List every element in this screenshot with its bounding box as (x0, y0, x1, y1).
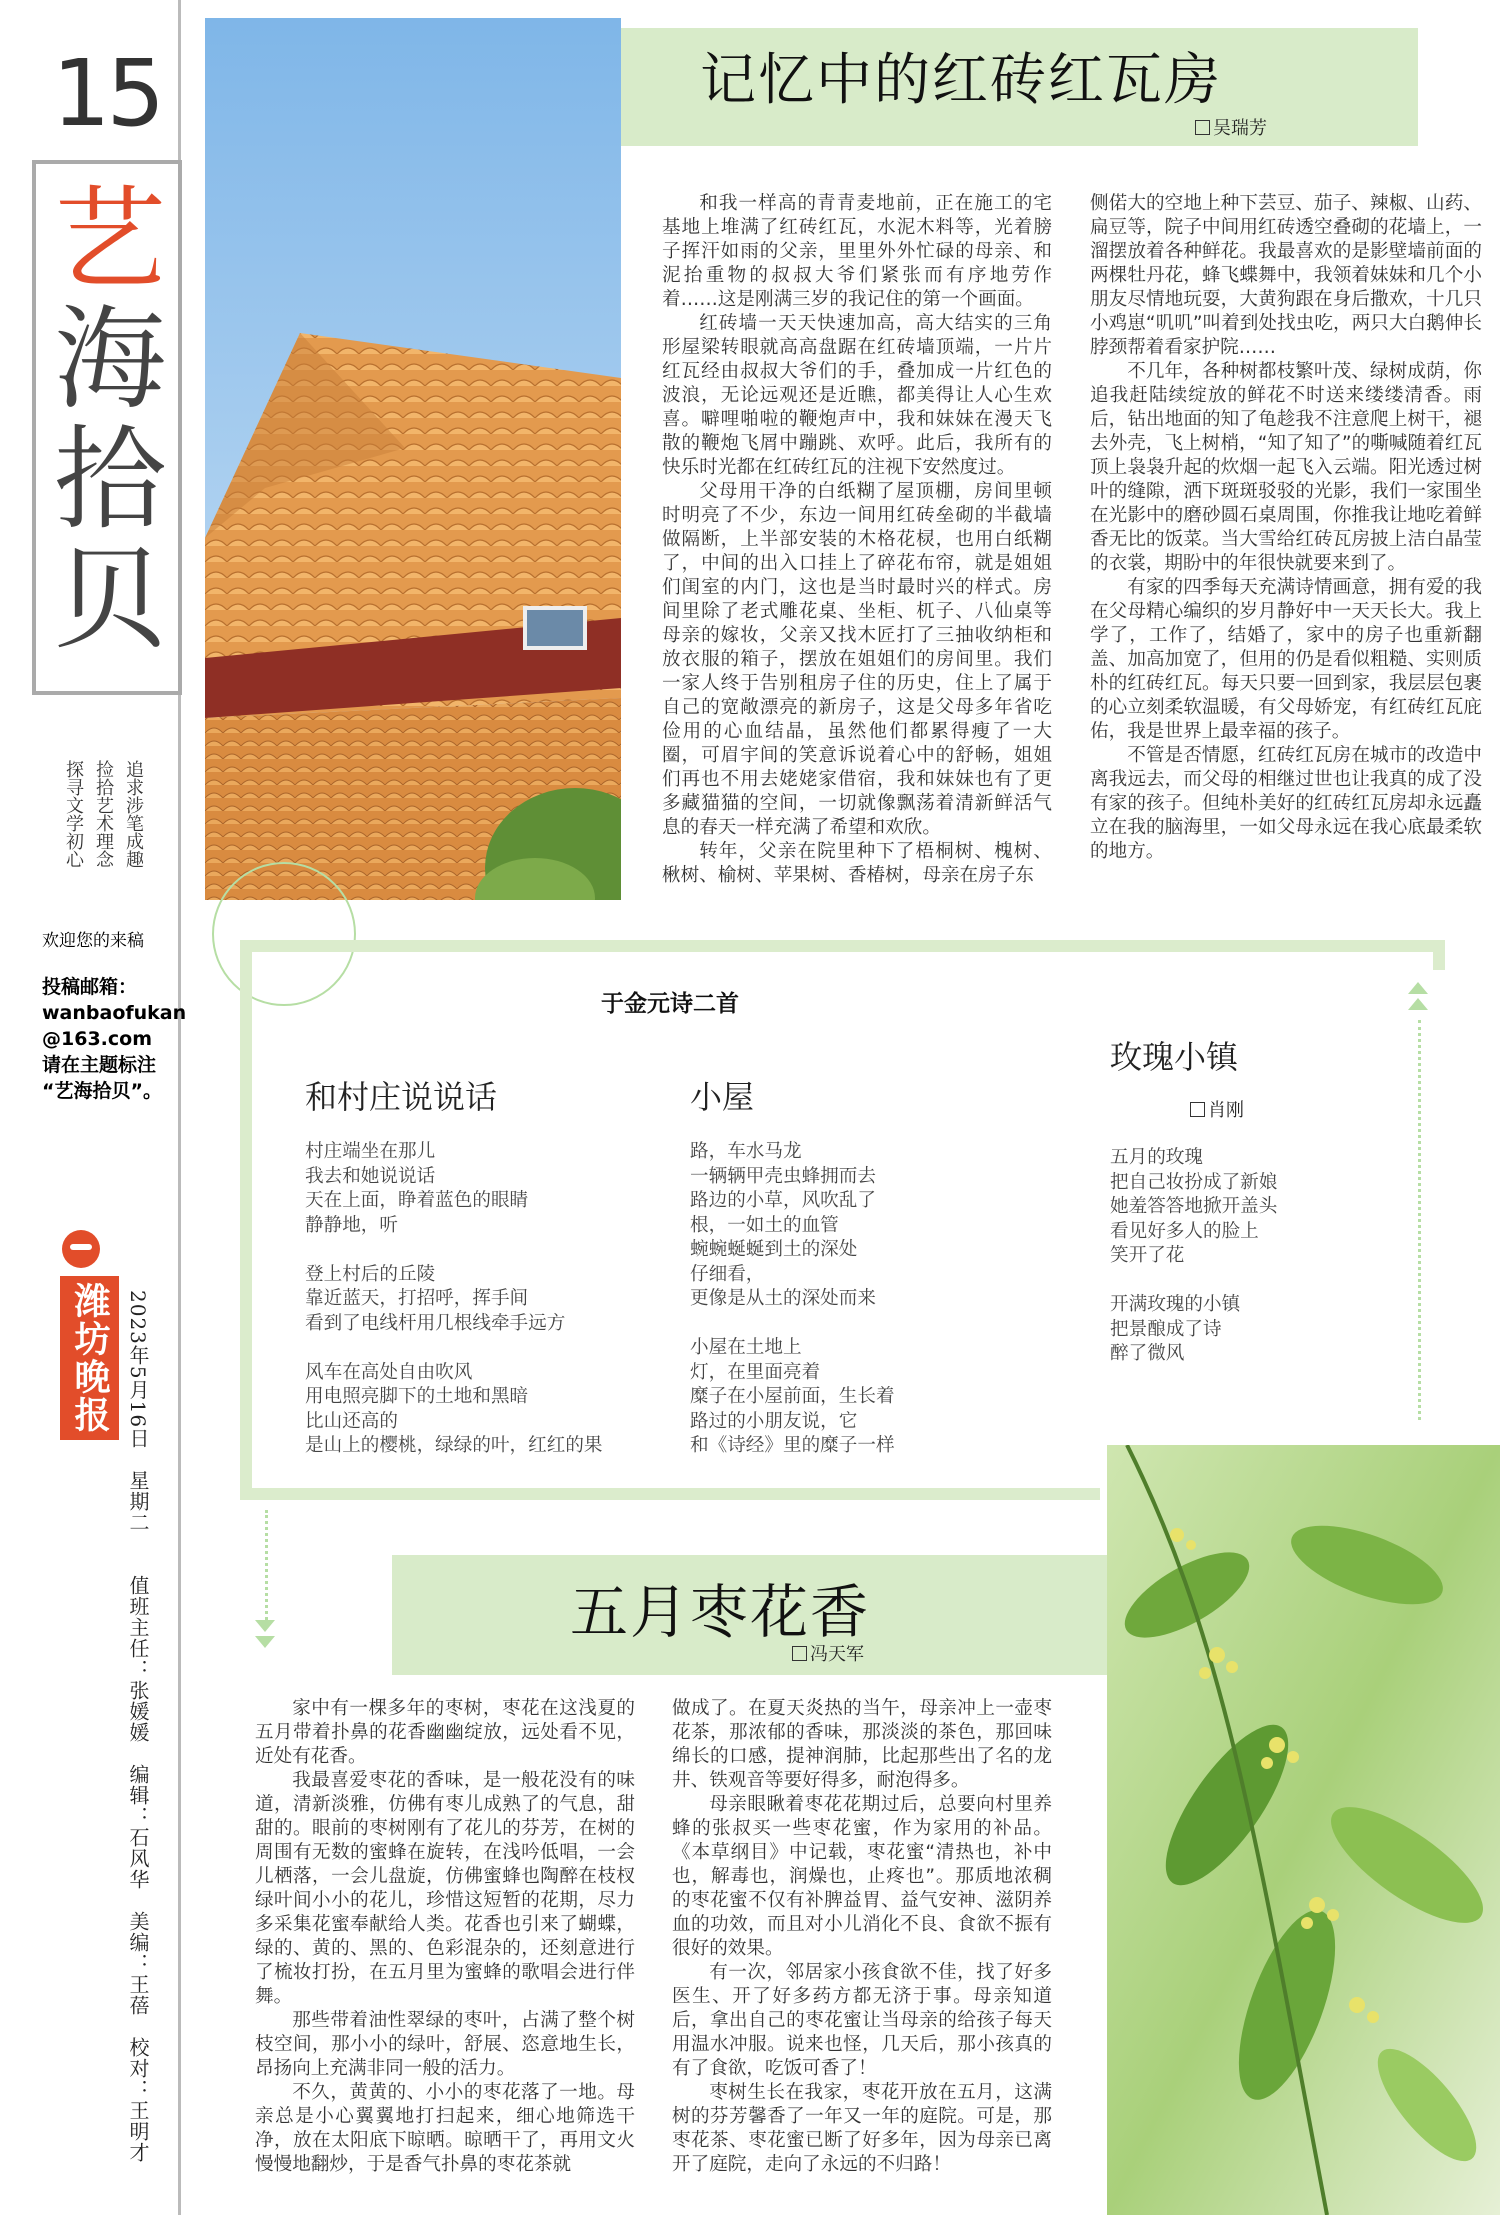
poem-group-title: 于金元诗二首 (601, 991, 739, 1017)
author-mark-icon (1190, 1102, 1205, 1117)
poem-line: 五月的玫瑰 (1110, 1147, 1203, 1168)
poem-line: 用电照亮脚下的土地和黑暗 (305, 1386, 529, 1407)
decorative-circle (212, 862, 356, 1006)
article-author (792, 1640, 912, 1666)
article-column (255, 1697, 635, 2177)
paragraph: 不久，黄黄的、小小的枣花落了一地。母亲总是小心翼翼地打扫起来，细心地筛选干净，放在太阳底下晾晒。晾晒干了，再用文火慢慢地翻炒，于是香气扑鼻的枣花茶就 (255, 2082, 635, 2175)
edition-info: 2023年5月16日 星期二 值班主任：张媛媛 编辑：石风华 美编：王蓓 校对：王明才 (126, 1290, 150, 2164)
poem-line: 看到了电线杆用几根线牵手远方 (305, 1312, 566, 1334)
poem-line: 靠近蓝天，打招呼，挥手间 (305, 1288, 529, 1309)
paragraph: 我最喜爱枣花的香味，是一般花没有的味道，清新淡雅，仿佛有枣儿成熟了的气息，甜甜的。眼前的枣树刚有了花儿的芬芳，在树的周围有无数的蜜蜂在旋转，在浅吟低唱，一会儿栖落，一会儿盘旋，仿佛蜜蜂也陶醉在枝杈绿叶间小小的花儿，珍惜这短暂的花期，尽力多采集花蜜奉献给人类。花香也引来了蝴蝶，绿的、黄的、黑的、色彩混杂的，还刻意进行了梳妆打扮，在五月里为蜜蜂的歌唱会进行伴舞。 (255, 1770, 635, 2007)
poem-line: 她羞答答地掀开盖头 (1110, 1196, 1278, 1217)
newspaper-name: 潍坊晚报 (60, 1276, 119, 1440)
jujube-flower-photo (1107, 1445, 1500, 2215)
author-mark-icon (792, 1646, 807, 1661)
poem-line: 一辆辆甲壳虫蜂拥而去 (690, 1165, 876, 1187)
arrow-up-icon (1408, 982, 1428, 994)
poem-line: 小屋在土地上 (690, 1337, 802, 1358)
paragraph: 转年，父亲在院里种下了梧桐树、槐树、楸树、榆树、苹果树、香椿树，母亲在房子东 (662, 841, 1052, 886)
arrow-down-icon (255, 1620, 275, 1632)
paragraph: 有一次，邻居家小孩食欲不佳，找了好多医生、开了好多药方都无济于事。母亲知道后，拿出自己的枣花蜜让当母亲的给孩子每天用温水冲服。说来也怪，几天后，那小孩真的有了食欲，吃饭可香了！ (672, 1962, 1052, 2079)
column-motto (60, 760, 150, 890)
poem-frame-left (240, 940, 252, 1500)
paragraph: 红砖墙一天天快速加高，高大结实的三角形屋梁转眼就高高盘踞在红砖墙顶端，一片片红瓦经由叔叔大爷们的手，叠加成一片红色的波浪，无论远观还是近瞧，都美得让人心生欢喜。噼哩啪啦的鞭炮声中，我和妹妹在漫天飞散的鞭炮飞屑中蹦跳、欢呼。此后，我所有的快乐时光都在红砖红瓦的注视下安然度过。 (662, 313, 1052, 478)
article-column (662, 192, 1052, 888)
paragraph: 有家的四季每天充满诗情画意，拥有爱的我在父母精心编织的岁月静好中一天天长大。我上学了，工作了，结婚了，家中的房子也重新翻盖、加高加宽了，但用的仍是看似粗糙、实则质朴的红砖红瓦。每天只要一回到家，我层层包裹的心立刻柔软温暖，有父母娇宠，有红砖红瓦庇佑，我是世界上最幸福的孩子。 (1090, 577, 1482, 742)
author-name: 冯天军 (810, 1644, 864, 1665)
poem-line: 糜子在小屋前面，生长着 (690, 1386, 895, 1407)
poem-line: 根，一如土的血管 (690, 1214, 839, 1236)
article-title: 记忆中的红砖红瓦房 (700, 48, 1222, 113)
paragraph: 父母用干净的白纸糊了屋顶棚，房间里顿时明亮了不少，东边一间用红砖垒砌的半截墙做隔断，上半部安装的木格花棂，也用白纸糊了，中间的出入口挂上了碎花布帘，就是姐姐们闺室的内门，这也是当时最时兴的样式。房间里除了老式雕花桌、坐柜、杌子、八仙桌等母亲的嫁妆，父亲又找木匠打了三抽收纳柜和放衣服的箱子，摆放在姐姐们的房间里。我们一家人终于告别租房子住的历史，住上了属于自己的宽敞漂亮的新房子，这是父母多年省吃俭用的心血结晶，虽然他们都累得瘦了一大圈，可眉宇间的笑意诉说着心中的舒畅，姐姐们再也不用去姥姥家借宿，我和妹妹也有了更多藏猫猫的空间，一切就像飘荡着清新鲜活气息的春天一样充满了希望和欢欣。 (662, 481, 1052, 838)
paragraph: 家中有一棵多年的枣树，枣花在这浅夏的五月带着扑鼻的花香幽幽绽放，远处看不见，近处有花香。 (255, 1698, 635, 1767)
poem-title: 小屋 (690, 1078, 755, 1116)
author-name: 肖刚 (1208, 1100, 1244, 1121)
paragraph: 母亲眼瞅着枣花花期过后，总要向村里养蜂的张叔买一些枣花蜜，作为家用的补品。《本草纲目》中记载，枣花蜜“清热也，补中也，解毒也，润燥也，止疼也”。那质地浓稠的枣花蜜不仅有补脾益胃、益气安神、滋阴养血的功效，而且对小儿消化不良、食欲不振有很好的效果。 (672, 1794, 1052, 1959)
stanza-gap (305, 1336, 603, 1361)
email-label: 投稿邮箱： (42, 976, 138, 998)
author-name: 吴瑞芳 (1213, 118, 1267, 139)
paragraph: 和我一样高的青青麦地前，正在施工的宅基地上堆满了红砖红瓦，水泥木料等，光着膀子挥汗如雨的父亲，里里外外忙碌的母亲、和泥抬重物的叔叔大爷们紧张而有序地劳作着……这是刚满三岁的我记住的第一个画面。 (662, 193, 1052, 310)
poem-line: 路过的小朋友说，它 (690, 1410, 858, 1432)
note-line: 请在主题标注 (42, 1054, 157, 1076)
poem-frame-right (1433, 940, 1445, 970)
poem-body (1110, 1146, 1277, 1367)
motto-line: 追求涉笔成趣 (123, 760, 144, 868)
email-line: @163.com (42, 1028, 152, 1050)
dotted-line (265, 1510, 268, 1620)
arrow-down-icon (255, 1636, 275, 1648)
submission-info (42, 928, 187, 1104)
poem-line: 仔细看， (690, 1263, 765, 1285)
poem-line: 开满玫瑰的小镇 (1110, 1294, 1241, 1315)
poem-line: 把景酿成了诗 (1110, 1318, 1222, 1340)
note-line: “艺海拾贝”。 (42, 1080, 162, 1102)
poem-line: 蜿蜿蜒蜒到土的深处 (690, 1239, 858, 1260)
article-title: 五月枣花香 (570, 1578, 871, 1646)
poem-line: 更像是从土的深处而来 (690, 1288, 876, 1309)
article-column (1090, 192, 1482, 864)
poem-author (1190, 1096, 1244, 1122)
poem-line: 看见好多人的脸上 (1110, 1220, 1259, 1242)
red-tile-roof-photo (205, 18, 621, 900)
paragraph: 不管是否情愿，红砖红瓦房在城市的改造中离我远去，而父母的相继过世也让我真的成了没有家的孩子。但纯朴美好的红砖红瓦房却永远矗立在我的脑海里，一如父母永远在我心底最柔软的地方。 (1090, 745, 1482, 862)
column-name-box (32, 160, 182, 695)
article-column (672, 1697, 1052, 2177)
stanza-gap (690, 1312, 895, 1337)
poem-line: 风车在高处自由吹风 (305, 1361, 473, 1383)
poem-body (690, 1140, 895, 1459)
poem-line: 醉了微风 (1110, 1343, 1185, 1364)
article-author (1195, 114, 1315, 140)
poem-line: 路边的小草，风吹乱了 (690, 1190, 876, 1211)
newspaper-logo (60, 1230, 110, 1450)
motto-line: 探寻文学初心 (63, 760, 84, 868)
poem-title: 和村庄说说话 (305, 1078, 498, 1116)
arrow-up-icon (1408, 998, 1428, 1010)
poem-line: 和《诗经》里的糜子一样 (690, 1435, 895, 1456)
poem-line: 是山上的樱桃，绿绿的叶，红红的果 (305, 1435, 603, 1456)
poem-line: 登上村后的丘陵 (305, 1263, 436, 1285)
column-char: 拾 (54, 415, 166, 545)
poem-line: 村庄端坐在那儿 (305, 1141, 436, 1162)
poem-line: 我去和她说说话 (305, 1165, 436, 1187)
stanza-gap (305, 1238, 603, 1263)
poem-title: 玫瑰小镇 (1110, 1038, 1239, 1076)
paragraph: 侧偌大的空地上种下芸豆、茄子、辣椒、山药、扁豆等，院子中间用红砖透空叠砌的花墙上，一溜摆放着各种鲜花。我最喜欢的是影壁墙前面的两棵牡丹花，蜂飞蝶舞中，我领着妹妹和几个小朋友尽情地玩耍，大黄狗跟在身后撒欢，十几只小鸡崽“叽叽”叫着到处找虫吃，两只大白鹅伸长脖颈帮着看家护院…… (1090, 193, 1482, 358)
dotted-line (1418, 1020, 1421, 1420)
paragraph: 做成了。在夏天炎热的当午，母亲冲上一壶枣花茶，那浓郁的香味，那淡淡的茶色，那回味绵长的口感，提神润肺，比起那些出了名的龙井、铁观音等要好得多，耐泡得多。 (672, 1698, 1052, 1791)
poem-frame-bottom (240, 1488, 1100, 1500)
poem-body (305, 1140, 603, 1459)
paragraph: 枣树生长在我家，枣花开放在五月，这满树的芬芳馨香了一年又一年的庭院。可是，那枣花茶、枣花蜜已断了好多年，因为母亲已离开了庭院，走向了永远的不归路！ (672, 2082, 1052, 2175)
email-line: wanbaofukan (42, 1002, 187, 1024)
poem-line: 天在上面，睁着蓝色的眼睛 (305, 1190, 529, 1211)
author-mark-icon (1195, 120, 1210, 135)
stanza-gap (1110, 1269, 1277, 1294)
paragraph: 那些带着油性翠绿的枣叶，占满了整个树枝空间，那小小的绿叶，舒展、恣意地生长，昂扬向上充满非同一般的活力。 (255, 2010, 635, 2079)
logo-icon (62, 1230, 100, 1268)
motto-line: 捡拾艺术理念 (93, 760, 114, 868)
poem-line: 把自己妆扮成了新娘 (1110, 1171, 1278, 1193)
column-char: 海 (54, 295, 166, 425)
column-char: 贝 (54, 535, 166, 665)
poem-line: 静静地，听 (305, 1214, 398, 1236)
poem-line: 路，车水马龙 (690, 1141, 802, 1162)
poem-line: 比山还高的 (305, 1410, 398, 1432)
poem-line: 灯，在里面亮着 (690, 1361, 821, 1383)
welcome-text: 欢迎您的来稿 (42, 931, 144, 951)
poem-frame-top (240, 940, 1445, 952)
poem-line: 笑开了花 (1110, 1245, 1185, 1266)
page-number: 15 (52, 40, 162, 147)
paragraph: 不几年，各种树都枝繁叶茂、绿树成荫，你追我赶陆续绽放的鲜花不时送来缕缕清香。雨后，钻出地面的知了龟趁我不注意爬上树干，褪去外壳，飞上树梢，“知了知了”的嘶喊随着红瓦顶上袅袅升起的炊烟一起飞入云端。阳光透过树叶的缝隙，洒下斑斑驳驳的光影，我们一家围坐在光影中的磨砂圆石桌周围，你推我让地吃着鲜香无比的饭菜。当大雪给红砖瓦房披上洁白晶莹的衣裳，期盼中的年很快就要来到了。 (1090, 361, 1482, 574)
column-char: 艺 (54, 175, 166, 305)
